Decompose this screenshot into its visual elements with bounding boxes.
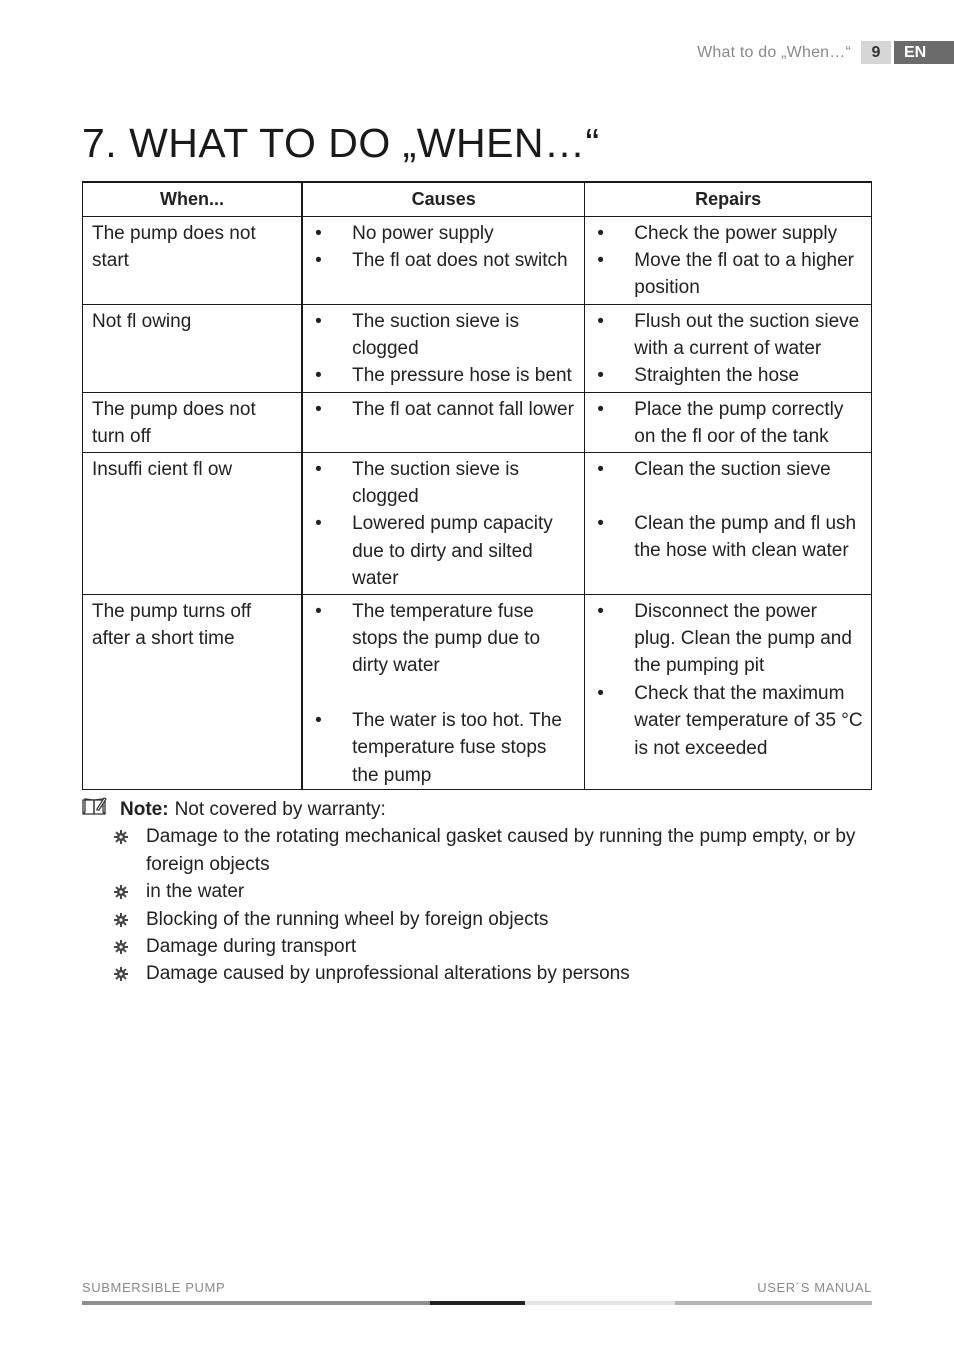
warranty-item-text: in the water <box>146 881 245 903</box>
when-cell: The pump does not start <box>83 216 303 304</box>
repairs-cell <box>585 304 872 392</box>
repair-item: • Move the fl oat to a higher position <box>596 247 863 302</box>
cause-item: • The suction sieve is clogged <box>314 456 576 511</box>
column-header-causes: Causes <box>302 182 585 216</box>
gear-bullet-icon <box>114 830 128 844</box>
page-title: 7. WHAT TO DO „WHEN…“ <box>82 120 600 166</box>
note-label: Note: <box>120 799 169 820</box>
warranty-item-text: Damage during transport <box>146 936 357 958</box>
column-header-repairs: Repairs <box>585 182 872 216</box>
list-item <box>114 823 872 878</box>
cause-item: • The suction sieve is clogged <box>314 308 576 363</box>
troubleshooting-table <box>82 181 872 790</box>
list-item <box>114 933 872 960</box>
causes-cell <box>302 216 585 304</box>
when-cell: Insuffi cient fl ow <box>83 452 303 594</box>
warranty-item-text: Blocking of the running wheel by foreign objects <box>146 908 549 930</box>
header-chapter-title: What to do „When…“ <box>697 43 851 61</box>
warranty-note <box>82 796 872 988</box>
cause-item: • The water is too hot. The temperature fuse stops the pump <box>314 707 576 789</box>
warranty-item-text: Damage caused by unprofessional alterations by persons <box>146 963 630 985</box>
causes-cell <box>302 452 585 594</box>
causes-cell <box>302 304 585 392</box>
repairs-cell <box>585 452 872 594</box>
when-cell: The pump does not turn off <box>83 392 303 452</box>
list-item <box>114 878 872 905</box>
list-item <box>114 960 872 987</box>
causes-cell <box>302 594 585 789</box>
table-row <box>83 594 872 789</box>
repair-item: • Place the pump correctly on the fl oor of the tank <box>596 396 863 451</box>
repair-item: • Clean the pump and fl ush the hose with clean water <box>596 510 863 565</box>
cause-item: • No power supply <box>314 220 576 247</box>
page-header <box>697 41 954 64</box>
table-row <box>83 452 872 594</box>
warranty-item-text: Damage to the rotating mechanical gasket caused by running the pump empty, or by foreign objects <box>146 826 856 875</box>
column-header-when: When... <box>83 182 303 216</box>
repair-item: • Check the power supply <box>596 220 863 247</box>
header-page-number: 9 <box>861 41 891 64</box>
cause-item: • Lowered pump capacity due to dirty and silted water <box>314 510 576 592</box>
table-header-row <box>83 182 872 216</box>
table-row <box>83 216 872 304</box>
cause-item: • The pressure hose is bent <box>314 362 576 389</box>
gear-bullet-icon <box>114 913 128 927</box>
repairs-cell <box>585 392 872 452</box>
gear-bullet-icon <box>114 885 128 899</box>
causes-cell <box>302 392 585 452</box>
footer-document-type: USER´S MANUAL <box>757 1280 872 1295</box>
repairs-cell <box>585 594 872 789</box>
header-language-badge: EN <box>894 41 954 64</box>
footer-product-name: SUBMERSIBLE PUMP <box>82 1280 226 1295</box>
note-text: Not covered by warranty: <box>174 799 386 820</box>
gear-bullet-icon <box>114 967 128 981</box>
repairs-cell <box>585 216 872 304</box>
repair-item: • Flush out the suction sieve with a current of water <box>596 308 863 363</box>
repair-item: • Disconnect the power plug. Clean the pump and the pumping pit <box>596 598 863 680</box>
gear-bullet-icon <box>114 940 128 954</box>
note-heading <box>82 796 872 823</box>
footer-divider <box>82 1301 872 1305</box>
warranty-exclusions-list <box>114 823 872 987</box>
list-item <box>114 906 872 933</box>
repair-item: • Straighten the hose <box>596 362 863 389</box>
open-book-note-icon <box>82 796 108 816</box>
when-cell: Not fl owing <box>83 304 303 392</box>
cause-item: • The fl oat does not switch <box>314 247 576 274</box>
table-row <box>83 304 872 392</box>
cause-item: • The temperature fuse stops the pump due to dirty water <box>314 598 576 680</box>
repair-item: • Clean the suction sieve <box>596 456 863 483</box>
repair-item: • Check that the maximum water temperature of 35 °C is not exceeded <box>596 680 863 762</box>
cause-item: • The fl oat cannot fall lower <box>314 396 576 423</box>
when-cell: The pump turns off after a short time <box>83 594 303 789</box>
table-row <box>83 392 872 452</box>
